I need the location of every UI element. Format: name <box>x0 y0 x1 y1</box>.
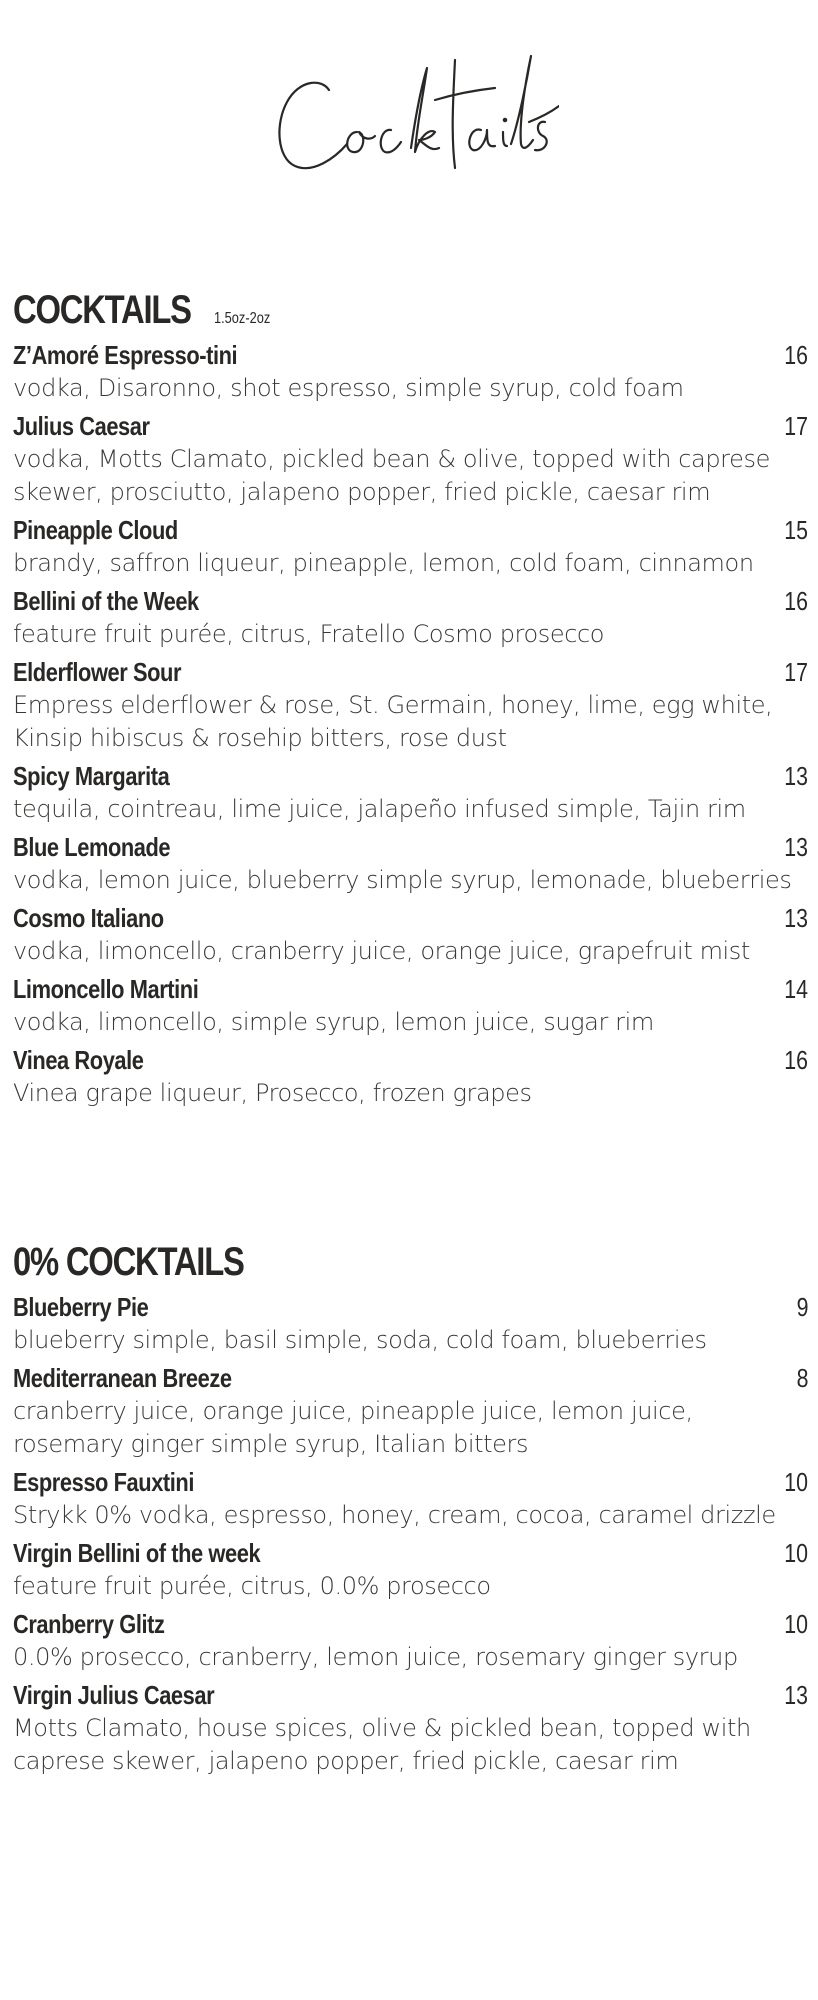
menu-item-price: 16 <box>784 586 808 616</box>
menu-item <box>13 972 808 1039</box>
menu-item-description: vodka, lemon juice, blueberry simple syrup, lemonade, blueberries <box>13 866 792 894</box>
svg-text:Cocktails: Cocktails <box>406 188 412 189</box>
menu-item-name: Blueberry Pie <box>13 1292 149 1322</box>
section-serving-size: 1.5oz-2oz <box>213 310 271 327</box>
menu-item-name: Spicy Margarita <box>13 761 170 791</box>
menu-item-description: vodka, limoncello, cranberry juice, orange juice, grapefruit mist <box>13 937 750 965</box>
menu-item <box>13 584 808 651</box>
section-zero-proof-cocktails <box>13 1240 808 1782</box>
menu-item <box>13 759 808 826</box>
menu-item-description: vodka, Disaronno, shot espresso, simple syrup, cold foam <box>13 374 684 402</box>
menu-item-name: Virgin Bellini of the week <box>13 1538 261 1568</box>
menu-item <box>13 830 808 897</box>
section-header <box>13 1240 808 1284</box>
section-title: COCKTAILS <box>13 288 191 332</box>
menu-item <box>13 1607 808 1674</box>
menu-item-description: cranberry juice, orange juice, pineapple juice, lemon juice, rosemary ginger simple syrup, Italian bitters <box>13 1397 693 1458</box>
section-cocktails <box>13 288 808 1114</box>
menu-item-name: Mediterranean Breeze <box>13 1363 232 1393</box>
menu-item-name: Espresso Fauxtini <box>13 1467 194 1497</box>
menu-item-price: 8 <box>796 1363 808 1393</box>
menu-item <box>13 1361 808 1461</box>
section-header <box>13 288 808 332</box>
menu-item <box>13 338 808 405</box>
menu-item-price: 17 <box>784 411 808 441</box>
menu-item <box>13 1290 808 1357</box>
menu-item <box>13 513 808 580</box>
section-title: 0% COCKTAILS <box>13 1240 244 1284</box>
menu-item <box>13 1678 808 1778</box>
menu-item-description: brandy, saffron liqueur, pineapple, lemon, cold foam, cinnamon <box>13 549 754 577</box>
menu-item-description: tequila, cointreau, lime juice, jalapeño infused simple, Tajin rim <box>13 795 746 823</box>
menu-item-name: Blue Lemonade <box>13 832 171 862</box>
menu-item <box>13 1536 808 1603</box>
menu-item-description: Vinea grape liqueur, Prosecco, frozen grapes <box>13 1079 532 1107</box>
menu-item-name: Vinea Royale <box>13 1045 144 1075</box>
menu-item-name: Z’Amoré Espresso-tini <box>13 340 238 370</box>
script-title-logo <box>0 40 818 200</box>
menu-item-price: 10 <box>784 1538 808 1568</box>
menu-item-name: Limoncello Martini <box>13 974 199 1004</box>
menu-item-price: 14 <box>784 974 808 1004</box>
menu-item-price: 16 <box>784 1045 808 1075</box>
menu-item-description: blueberry simple, basil simple, soda, cold foam, blueberries <box>13 1326 707 1354</box>
menu-item-description: 0.0% prosecco, cranberry, lemon juice, rosemary ginger syrup <box>13 1643 738 1671</box>
menu-item-price: 10 <box>784 1467 808 1497</box>
menu-item-price: 10 <box>784 1609 808 1639</box>
menu-item-name: Julius Caesar <box>13 411 150 441</box>
menu-item <box>13 901 808 968</box>
menu-item-description: Motts Clamato, house spices, olive & pickled bean, topped with caprese skewer, jalapeno popper, fried pickle, caesar rim <box>13 1714 751 1775</box>
menu-item-price: 9 <box>796 1292 808 1322</box>
menu-item-price: 13 <box>784 903 808 933</box>
menu-item-name: Virgin Julius Caesar <box>13 1680 215 1710</box>
menu-item-name: Cosmo Italiano <box>13 903 164 933</box>
menu-item-price: 15 <box>784 515 808 545</box>
menu-item <box>13 409 808 509</box>
menu-item <box>13 655 808 755</box>
menu-item-description: feature fruit purée, citrus, Fratello Cosmo prosecco <box>13 620 605 648</box>
menu-item-name: Bellini of the Week <box>13 586 199 616</box>
menu-item-description: Empress elderflower & rose, St. Germain, honey, lime, egg white, Kinsip hibiscus & rosehip bitters, rose dust <box>13 691 773 752</box>
cocktails-script-lettering <box>259 40 559 190</box>
menu-item-name: Cranberry Glitz <box>13 1609 165 1639</box>
menu-item-price: 13 <box>784 761 808 791</box>
menu-item-description: vodka, limoncello, simple syrup, lemon juice, sugar rim <box>13 1008 654 1036</box>
menu-item <box>13 1465 808 1532</box>
menu-item-name: Pineapple Cloud <box>13 515 178 545</box>
menu-item-price: 13 <box>784 1680 808 1710</box>
menu-item-price: 13 <box>784 832 808 862</box>
menu-item-price: 16 <box>784 340 808 370</box>
menu-item-description: vodka, Motts Clamato, pickled bean & olive, topped with caprese skewer, prosciutto, jalapeno popper, fried pickle, caesar rim <box>13 445 770 506</box>
menu-item-description: Strykk 0% vodka, espresso, honey, cream, cocoa, caramel drizzle <box>13 1501 776 1529</box>
menu-item-name: Elderflower Sour <box>13 657 182 687</box>
menu-item-price: 17 <box>784 657 808 687</box>
menu-item <box>13 1043 808 1110</box>
menu-item-description: feature fruit purée, citrus, 0.0% prosecco <box>13 1572 491 1600</box>
